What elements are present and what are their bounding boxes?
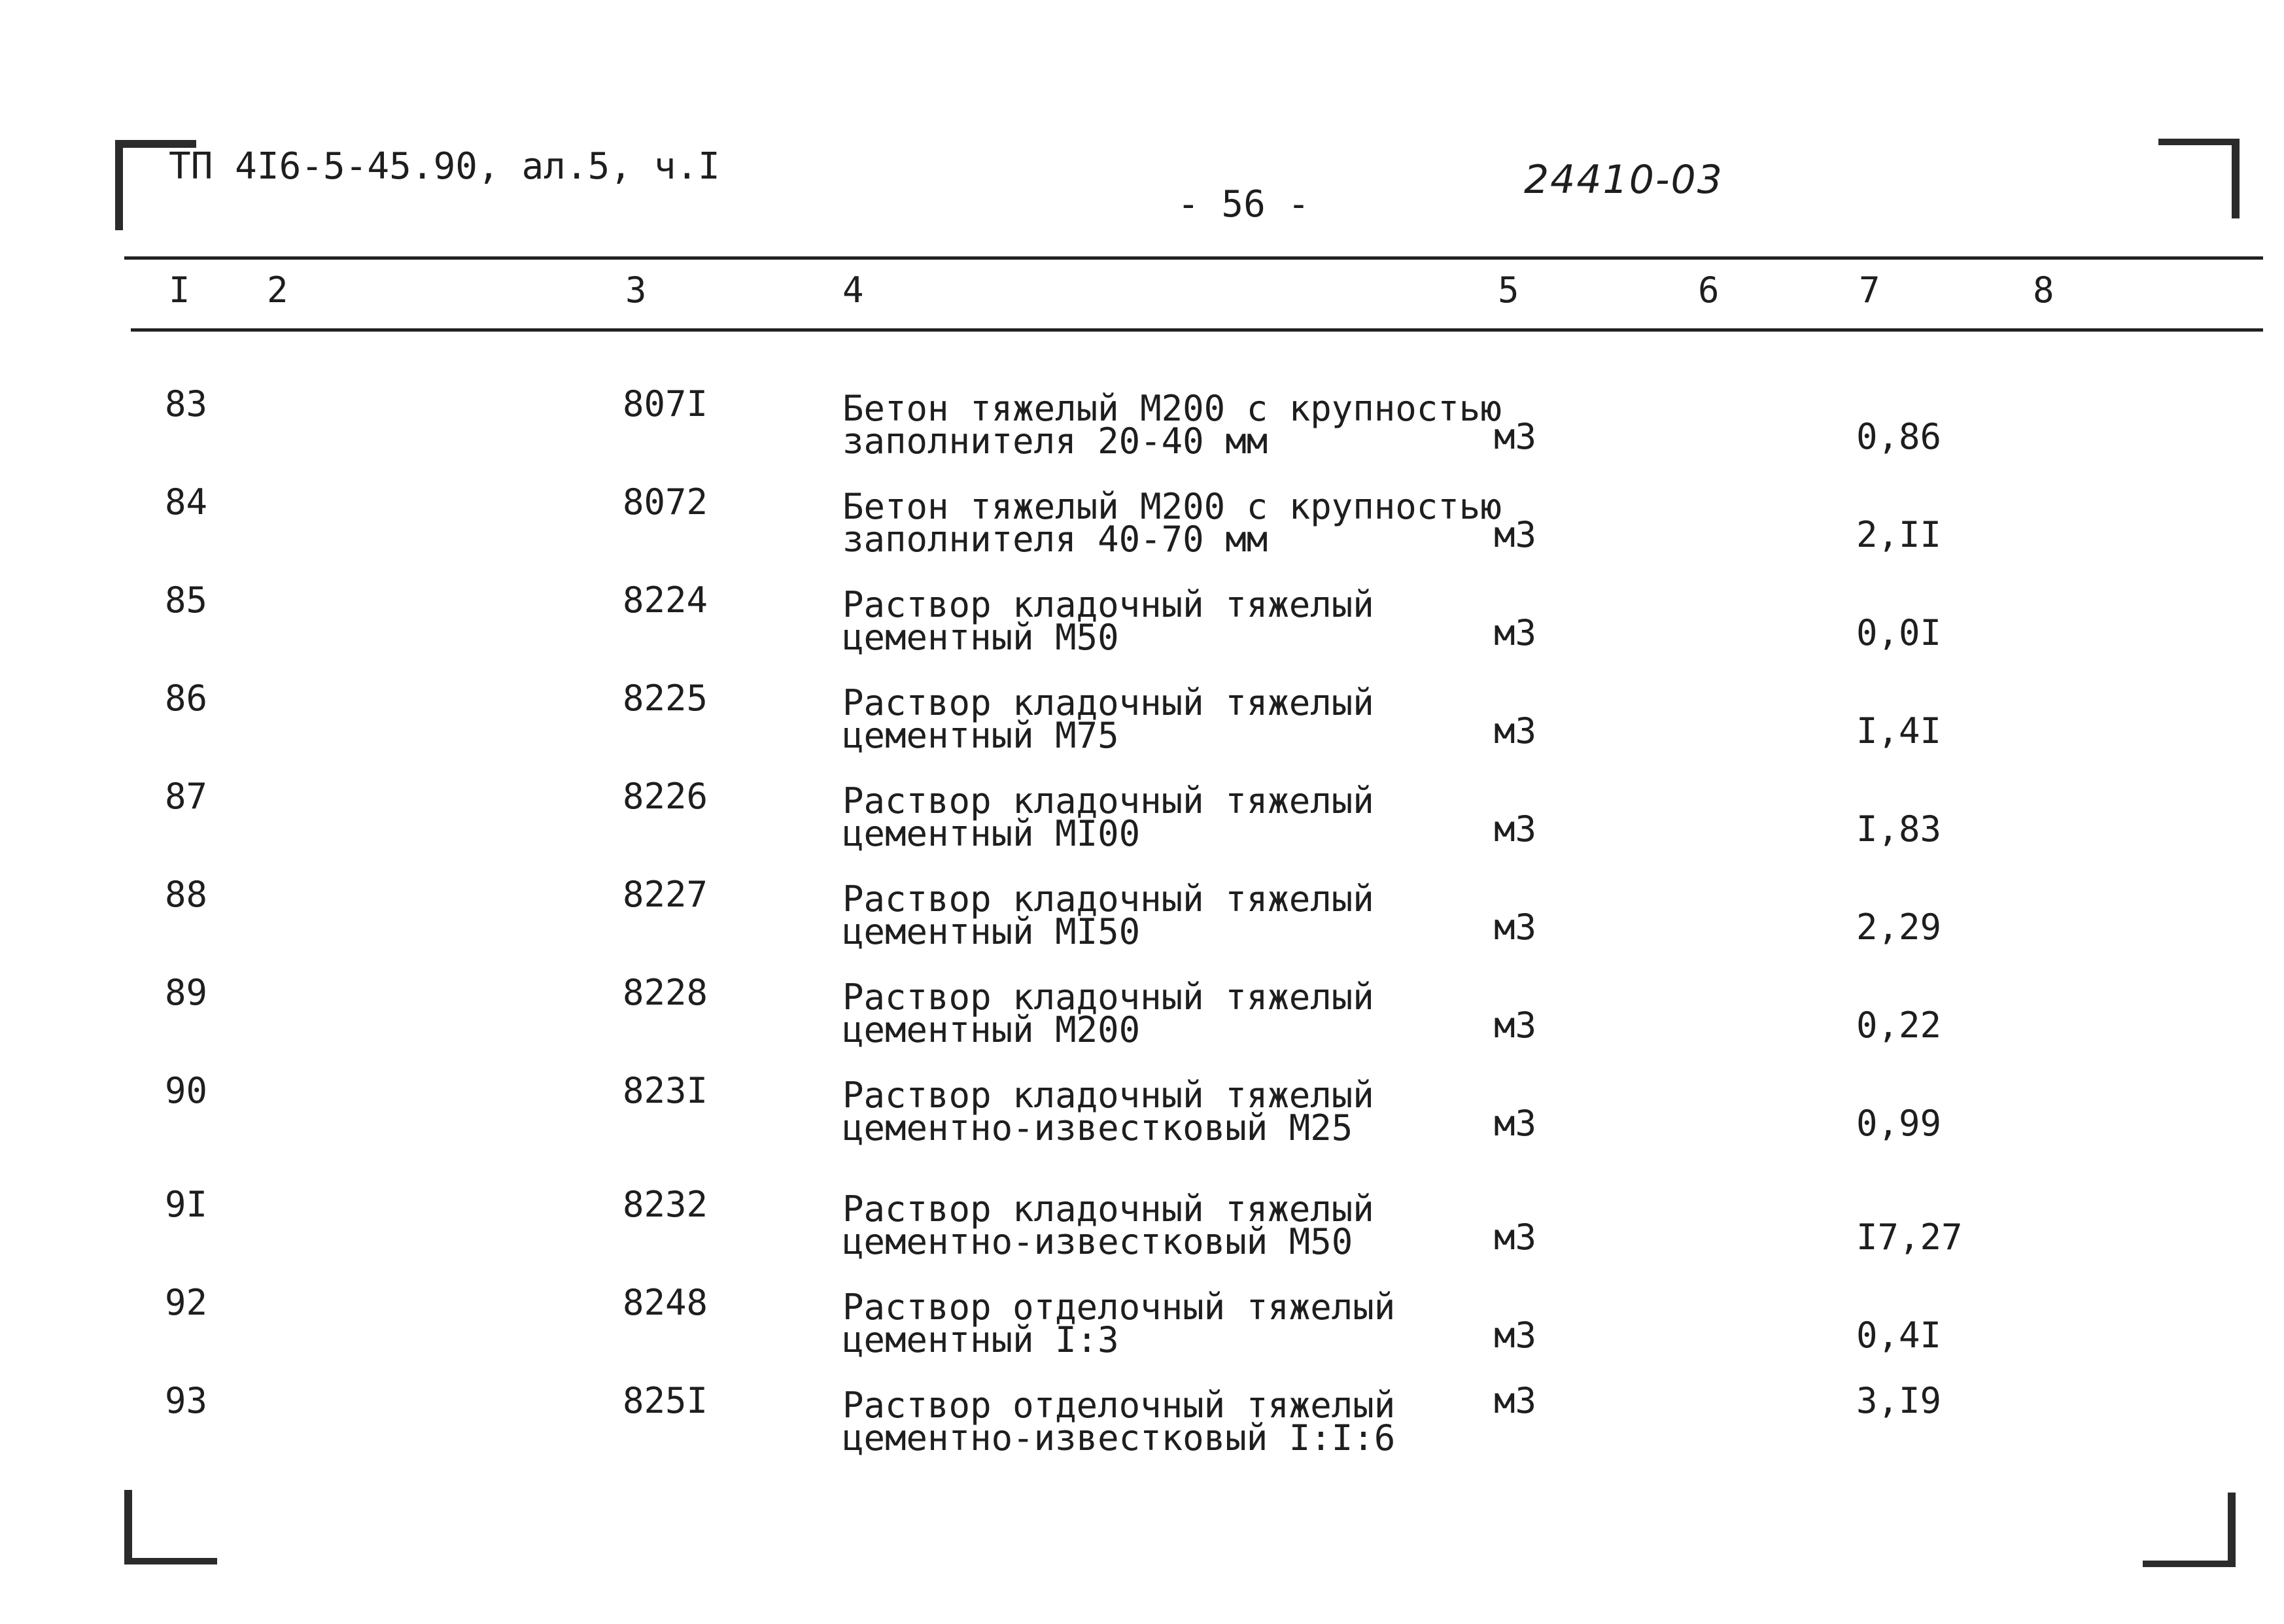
unit: м3: [1494, 808, 1537, 850]
quantity: I,4I: [1856, 710, 1942, 752]
description-line-1: Бетон тяжелый М200 с крупностью: [842, 486, 1502, 527]
resource-code: 807I: [623, 383, 708, 424]
resource-code: 823I: [623, 1070, 708, 1111]
column-header-2: 2: [267, 269, 288, 311]
row-number: 88: [165, 874, 208, 915]
description-line-2: цементно-известковый I:I:6: [842, 1417, 1396, 1459]
resource-code: 8232: [623, 1184, 708, 1225]
material-description: [842, 976, 1374, 1050]
table-row: [0, 678, 2284, 769]
quantity: I,83: [1856, 808, 1942, 850]
unit: м3: [1494, 710, 1537, 752]
material-description: [842, 878, 1374, 952]
column-header-1: I: [169, 269, 190, 311]
row-number: 92: [165, 1282, 208, 1323]
unit: м3: [1494, 907, 1537, 948]
description-line-1: Раствор кладочный тяжелый: [842, 976, 1374, 1018]
material-description: [842, 1075, 1374, 1149]
row-number: 83: [165, 383, 208, 424]
row-number: 85: [165, 579, 208, 621]
description-line-2: заполнителя 40-70 мм: [842, 519, 1268, 560]
handwritten-number: 24410-03: [1524, 157, 1723, 203]
row-number: 84: [165, 481, 208, 523]
material-description: [842, 1287, 1396, 1360]
header-rule-top: [124, 256, 2263, 260]
resource-code: 8072: [623, 481, 708, 523]
unit: м3: [1494, 514, 1537, 555]
description-line-1: Раствор отделочный тяжелый: [842, 1287, 1396, 1328]
description-line-1: Раствор кладочный тяжелый: [842, 1075, 1374, 1116]
document-code: ТП 4I6-5-45.90, ал.5, ч.I: [169, 145, 720, 188]
material-description: [842, 1385, 1396, 1459]
row-number: 90: [165, 1070, 208, 1111]
description-line-2: цементный I:3: [842, 1319, 1119, 1360]
unit: м3: [1494, 1217, 1537, 1258]
material-description: [842, 486, 1502, 560]
table-row: [0, 383, 2284, 475]
description-line-2: цементно-известковый М25: [842, 1107, 1353, 1149]
resource-code: 8224: [623, 579, 708, 621]
table-row: [0, 874, 2284, 965]
table-row: [0, 776, 2284, 867]
column-header-5: 5: [1498, 269, 1519, 311]
row-number: 9I: [165, 1184, 208, 1225]
description-line-1: Раствор кладочный тяжелый: [842, 1188, 1374, 1230]
resource-code: 8248: [623, 1282, 708, 1323]
description-line-1: Раствор отделочный тяжелый: [842, 1385, 1396, 1426]
table-row: [0, 1282, 2284, 1373]
header-rule-bottom: [131, 328, 2263, 332]
page-number: - 56 -: [1177, 183, 1310, 226]
description-line-2: цементно-известковый М50: [842, 1221, 1353, 1262]
material-description: [842, 584, 1374, 658]
unit: м3: [1494, 1315, 1537, 1356]
resource-code: 825I: [623, 1380, 708, 1421]
description-line-2: заполнителя 20-40 мм: [842, 421, 1268, 462]
corner-mark-bottom-left: [124, 1490, 217, 1564]
quantity: 0,86: [1856, 416, 1942, 457]
resource-code: 8228: [623, 972, 708, 1013]
quantity: I7,27: [1856, 1217, 1963, 1258]
description-line-1: Раствор кладочный тяжелый: [842, 584, 1374, 625]
quantity: 0,99: [1856, 1103, 1942, 1144]
table-row: [0, 481, 2284, 573]
unit: м3: [1494, 1103, 1537, 1144]
table-row: [0, 1184, 2284, 1275]
unit: м3: [1494, 1380, 1537, 1421]
row-number: 87: [165, 776, 208, 817]
quantity: 2,II: [1856, 514, 1942, 555]
quantity: 0,4I: [1856, 1315, 1942, 1356]
description-line-2: цементный МI50: [842, 911, 1141, 952]
row-number: 89: [165, 972, 208, 1013]
table-row: [0, 1380, 2284, 1472]
column-header-4: 4: [842, 269, 864, 311]
column-header-8: 8: [2033, 269, 2054, 311]
quantity: 0,0I: [1856, 612, 1942, 653]
corner-mark-top-right: [2158, 139, 2240, 218]
corner-mark-bottom-right: [2143, 1493, 2236, 1567]
description-line-2: цементный М50: [842, 617, 1119, 658]
description-line-1: Бетон тяжелый М200 с крупностью: [842, 388, 1502, 429]
resource-code: 8226: [623, 776, 708, 817]
row-number: 93: [165, 1380, 208, 1421]
resource-code: 8227: [623, 874, 708, 915]
table-row: [0, 579, 2284, 671]
column-header-6: 6: [1698, 269, 1720, 311]
description-line-1: Раствор кладочный тяжелый: [842, 780, 1374, 821]
description-line-2: цементный М200: [842, 1009, 1141, 1050]
unit: м3: [1494, 416, 1537, 457]
material-description: [842, 388, 1502, 462]
unit: м3: [1494, 612, 1537, 653]
column-header-3: 3: [625, 269, 647, 311]
description-line-1: Раствор кладочный тяжелый: [842, 878, 1374, 920]
unit: м3: [1494, 1005, 1537, 1046]
quantity: 3,I9: [1856, 1380, 1942, 1421]
material-description: [842, 682, 1374, 756]
column-header-7: 7: [1859, 269, 1880, 311]
quantity: 2,29: [1856, 907, 1942, 948]
quantity: 0,22: [1856, 1005, 1942, 1046]
description-line-2: цементный МI00: [842, 813, 1141, 854]
table-row: [0, 1070, 2284, 1162]
material-description: [842, 780, 1374, 854]
table-row: [0, 972, 2284, 1063]
material-description: [842, 1188, 1374, 1262]
row-number: 86: [165, 678, 208, 719]
resource-code: 8225: [623, 678, 708, 719]
description-line-2: цементный М75: [842, 715, 1119, 756]
description-line-1: Раствор кладочный тяжелый: [842, 682, 1374, 723]
